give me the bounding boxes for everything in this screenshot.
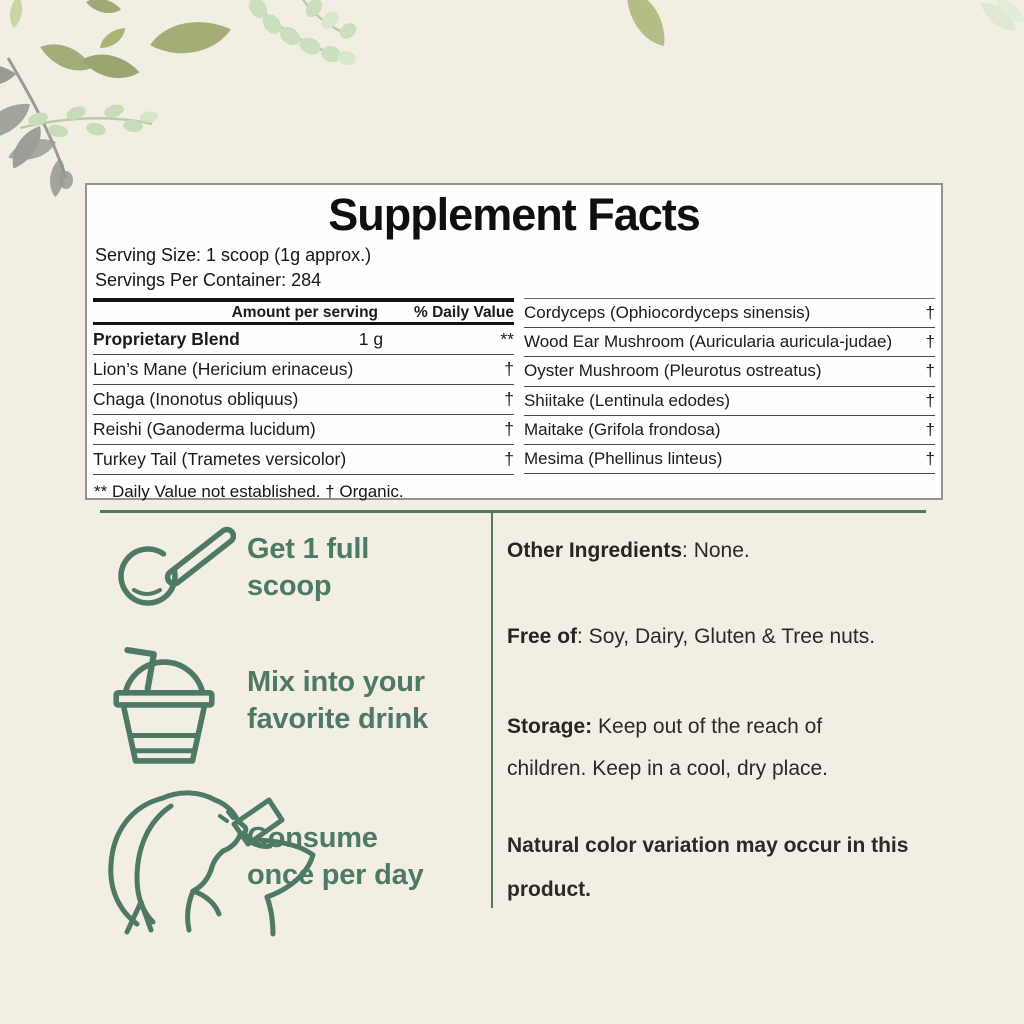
table-row: [93, 385, 514, 415]
ingredient-dv: †: [925, 419, 935, 439]
table-row: [93, 445, 514, 475]
instruction-line: Get 1 full: [247, 533, 370, 565]
gray-branch-leaves: [0, 54, 74, 198]
ingredient-name: Proprietary Blend: [93, 329, 240, 349]
table-header-row: [93, 302, 514, 325]
detail-text: Keep out of the reach of: [592, 715, 823, 738]
ingredient-dv: †: [504, 389, 514, 409]
table-row: [93, 415, 514, 445]
detail-text: : None.: [682, 539, 750, 562]
supplement-facts-panel: [85, 183, 943, 500]
instruction-line: scoop: [247, 570, 332, 602]
horizontal-divider: [100, 510, 926, 513]
eucalyptus-sprig-top: [246, 0, 360, 66]
header-daily-value: % Daily Value: [414, 304, 514, 321]
panel-title: Supplement Facts: [328, 189, 700, 240]
serving-size: Serving Size: 1 scoop (1g approx.): [95, 245, 372, 265]
ingredient-name: Chaga (Inonotus obliquus): [93, 389, 299, 409]
single-olive-leaf: [625, 0, 666, 51]
ingredient-name: Shiitake (Lentinula edodes): [523, 390, 730, 410]
table-row: [524, 298, 935, 328]
ingredient-dv: †: [504, 449, 514, 469]
pale-leaf-corner: [995, 0, 1024, 29]
pale-leaf-right: [980, 0, 1018, 39]
instruction-line: favorite drink: [247, 703, 428, 735]
instruction-line: Consume: [247, 822, 378, 854]
table-row: [93, 355, 514, 385]
detail-label: Storage:: [507, 715, 593, 738]
ingredient-name: Reishi (Ganoderma lucidum): [93, 419, 316, 439]
instruction-mix-drink: [247, 664, 428, 738]
facts-table-right: [524, 298, 935, 502]
vertical-divider: [491, 513, 493, 908]
instruction-line: once per day: [247, 859, 424, 891]
ingredient-name: Oyster Mushroom (Pleurotus ostreatus): [523, 361, 822, 381]
facts-table-left: [93, 298, 514, 502]
free-of-note: [507, 622, 959, 652]
table-row: [524, 328, 935, 357]
other-ingredients-note: [507, 536, 959, 566]
eucalyptus-sprig-left: [20, 102, 159, 139]
ingredient-dv: †: [504, 419, 514, 439]
table-row: [524, 416, 935, 445]
ingredient-name: Cordyceps (Ophiocordyceps sinensis): [523, 303, 811, 323]
scoop-icon: [100, 524, 240, 608]
instruction-get-scoop: [247, 531, 369, 605]
natural-note-line-1: Natural color variation may occur in this: [507, 834, 909, 857]
storage-line-1: [507, 706, 959, 748]
detail-label: Other Ingredients: [507, 539, 683, 562]
ingredient-amount: 1 g: [358, 329, 384, 349]
ingredient-dv: †: [925, 332, 935, 352]
ingredient-name: Lion’s Mane (Hericium erinaceus): [93, 359, 354, 379]
ingredient-name: Maitake (Grifola frondosa): [523, 419, 721, 439]
servings-per-container: Servings Per Container: 284: [95, 270, 322, 290]
ingredient-name: Mesima (Phellinus linteus): [523, 449, 723, 469]
header-amount-per-serving: Amount per serving: [231, 304, 379, 321]
ingredient-name: Turkey Tail (Trametes versicolor): [93, 449, 347, 469]
ingredient-dv: †: [925, 361, 935, 381]
olive-leaves: [2, 0, 231, 93]
storage-note: [507, 706, 959, 790]
detail-text: : Soy, Dairy, Gluten & Tree nuts.: [577, 625, 876, 648]
natural-color-note: [507, 824, 959, 912]
ingredient-dv: †: [925, 449, 935, 469]
table-footnote: ** Daily Value not established. † Organic.: [94, 482, 404, 501]
detail-label: Free of: [507, 625, 578, 648]
instruction-consume-daily: [247, 820, 424, 894]
ingredient-dv: **: [500, 329, 514, 349]
table-row: [524, 357, 935, 386]
table-row-proprietary-blend: [93, 325, 514, 355]
instruction-line: Mix into your: [247, 666, 425, 698]
drink-cup-icon: [113, 646, 215, 766]
ingredient-name: Wood Ear Mushroom (Auricularia auricula-judae): [523, 332, 893, 352]
table-row: [524, 445, 935, 474]
table-row: [524, 387, 935, 416]
facts-table: [93, 298, 935, 502]
storage-line-2: children. Keep in a cool, dry place.: [507, 757, 829, 780]
ingredient-dv: †: [504, 359, 514, 379]
ingredient-dv: †: [925, 303, 935, 323]
ingredient-dv: †: [925, 390, 935, 410]
natural-note-line-2: product.: [507, 878, 591, 901]
